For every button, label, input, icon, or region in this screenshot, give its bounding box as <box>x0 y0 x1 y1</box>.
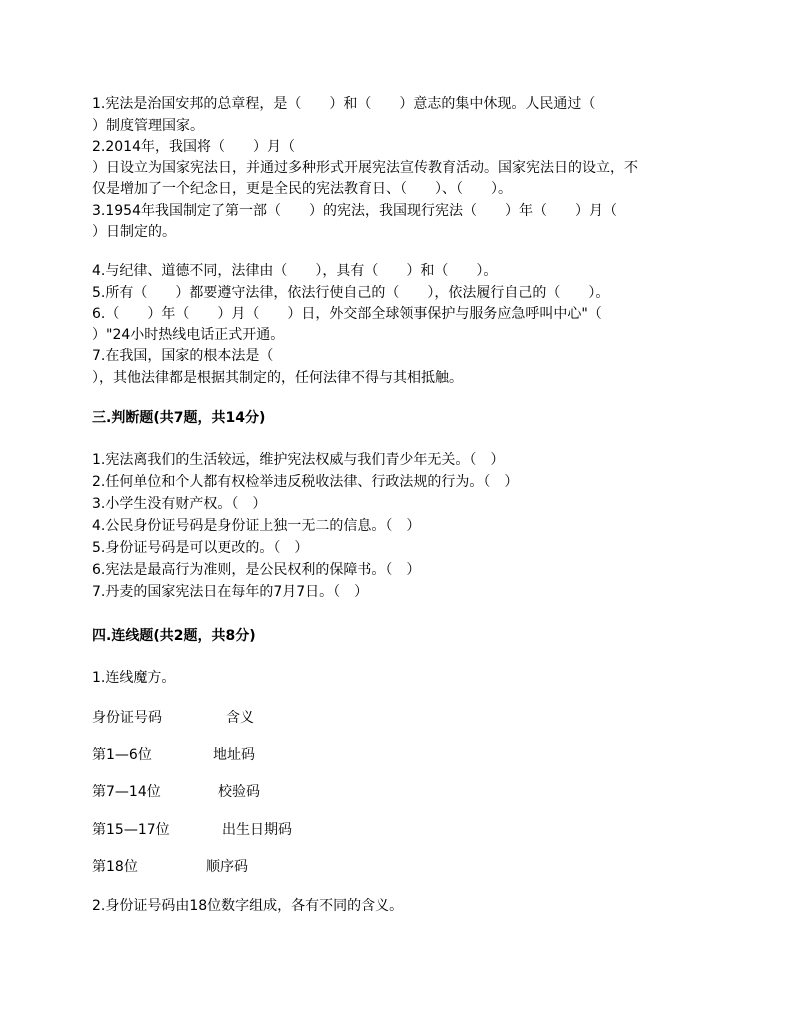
matching-right-item: 校验码 <box>218 784 260 800</box>
matching-question: 2.身份证号码由18位数字组成，各有不同的含义。 <box>92 898 404 914</box>
fill-blank-line: ）日设立为国家宪法日，并通过多种形式开展宪法宣传教育活动。国家宪法日的设立，不 <box>92 160 638 176</box>
fill-blank-line: 6.（ ）年（ ）月（ ）日，外交部全球领事保护与服务应急呼叫中心"（ <box>92 306 602 322</box>
fill-blank-line: ）"24小时热线电话正式开通。 <box>92 327 285 343</box>
fill-blank-line: ）制度管理国家。 <box>92 118 204 134</box>
true-false-item: 7.丹麦的国家宪法日在每年的7月7日。（ ） <box>92 584 369 600</box>
fill-blank-line: 5.所有（ ）都要遵守法律，依法行使自己的（ ），依法履行自己的（ ）。 <box>92 285 610 301</box>
matching-right-item: 含义 <box>226 710 254 726</box>
fill-blank-line: 7.在我国，国家的根本法是（ <box>92 348 274 364</box>
section-heading-matching: 四.连线题(共2题，共8分) <box>92 628 256 644</box>
matching-left-item: 第15—17位 <box>92 822 170 838</box>
matching-question: 1.连线魔方。 <box>92 670 176 686</box>
true-false-item: 2.任何单位和个人都有权检举违反税收法律、行政法规的行为。（ ） <box>92 474 519 490</box>
fill-blank-line: 4.与纪律、道德不同，法律由（ ），具有（ ）和（ ）。 <box>92 263 498 279</box>
matching-right-item: 顺序码 <box>206 859 248 875</box>
matching-left-item: 身份证号码 <box>92 710 162 726</box>
fill-blank-line: ）日制定的。 <box>92 224 176 240</box>
matching-right-item: 出生日期码 <box>222 822 292 838</box>
true-false-item: 5.身份证号码是可以更改的。（ ） <box>92 540 309 556</box>
true-false-item: 3.小学生没有财产权。（ ） <box>92 496 267 512</box>
fill-blank-line: 仅是增加了一个纪念日，更是全民的宪法教育日、（ ）、（ ）。 <box>92 181 512 197</box>
true-false-item: 6.宪法是最高行为准则，是公民权利的保障书。（ ） <box>92 562 421 578</box>
fill-blank-line: ），其他法律都是根据其制定的，任何法律不得与其相抵触。 <box>92 370 463 386</box>
fill-blank-line: 1.宪法是治国安邦的总章程，是（ ）和（ ）意志的集中休现。人民通过（ <box>92 96 596 112</box>
matching-left-item: 第1—6位 <box>92 747 152 763</box>
true-false-item: 4.公民身份证号码是身份证上独一无二的信息。（ ） <box>92 518 421 534</box>
matching-left-item: 第7—14位 <box>92 784 161 800</box>
true-false-item: 1.宪法离我们的生活较远，维护宪法权威与我们青少年无关。（ ） <box>92 452 505 468</box>
fill-blank-line: 3.1954年我国制定了第一部（ ）的宪法，我国现行宪法（ ）年（ ）月（ <box>92 203 617 219</box>
matching-right-item: 地址码 <box>213 747 255 763</box>
matching-left-item: 第18位 <box>92 859 138 875</box>
section-heading-true-false: 三.判断题(共7题，共14分) <box>92 410 266 426</box>
fill-blank-line: 2.2014年，我国将（ ）月（ <box>92 139 295 155</box>
